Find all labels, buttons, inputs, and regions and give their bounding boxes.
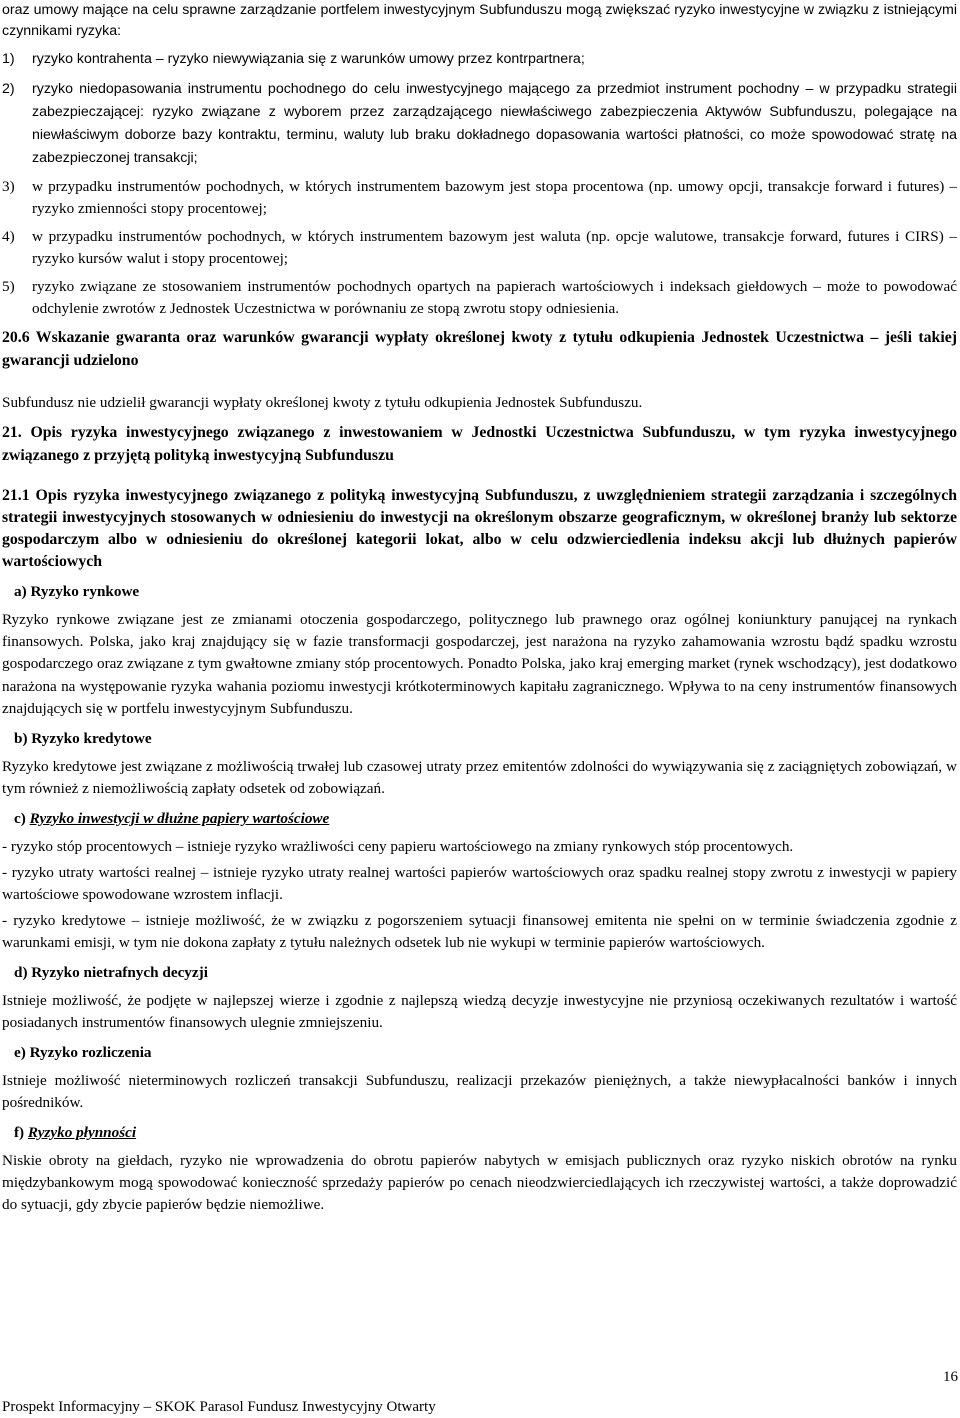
subsection-b-heading: b) Ryzyko kredytowe	[14, 730, 152, 748]
subsection-e-heading: e) Ryzyko rozliczenia	[14, 1044, 152, 1062]
section-20-6-heading: 20.6 Wskazanie gwaranta oraz warunków gwarancji wypłaty określonej kwoty z tytułu odkupienia Jednostek Uczestnictwa – jeśli takiej gwarancji udzielono	[2, 329, 957, 369]
subsection-f-label: f)	[14, 1124, 25, 1142]
subsection-e-body: Istnieje możliwość nieterminowych rozliczeń transakcji Subfunduszu, realizacji przekazów pieniężnych, a także niewypłacalności banków i innych pośredników.	[2, 1072, 957, 1112]
risk-list	[2, 48, 957, 320]
subsection-b-body: Ryzyko kredytowe jest związane z możliwością trwałej lub czasowej utraty przez emitentów zdolności do wywiązywania się z zaciągniętych zobowiązań, w tym również z niemożliwością zapłaty odsetek od zobowiązań.	[2, 758, 957, 798]
footer-title: Prospekt Informacyjny – SKOK Parasol Fundusz Inwestycyjny Otwarty	[2, 1399, 436, 1415]
subsection-c-label: c)	[14, 810, 26, 828]
list-item	[2, 226, 957, 270]
section-21-heading: 21. Opis ryzyka inwestycyjnego związanego z inwestowaniem w Jednostki Uczestnictwa Subfunduszu, w tym ryzyka inwestycyjnego związanego z przyjętą polityką inwestycyjną Subfunduszu	[2, 424, 957, 464]
subsection-c-item: - ryzyko stóp procentowych – istnieje ryzyko wrażliwości ceny papieru wartościowego na zmiany rynkowych stóp procentowych.	[2, 838, 794, 856]
list-item	[2, 176, 957, 220]
subsection-d-body: Istnieje możliwość, że podjęte w najlepszej wierze i zgodnie z najlepszą wiedzą decyzje inwestycyjne nie przyniosą oczekiwanych rezultatów i wartość posiadanych instrumentów finansowych ulegnie zmniejszeniu.	[2, 992, 957, 1032]
subsection-c-title: Ryzyko inwestycji w dłużne papiery wartościowe	[29, 810, 330, 828]
list-item	[2, 78, 957, 170]
subsection-d-heading: d) Ryzyko nietrafnych decyzji	[14, 964, 208, 982]
page-number: 16	[943, 1369, 958, 1385]
list-number: 5)	[2, 278, 15, 295]
list-text: w przypadku instrumentów pochodnych, w których instrumentem bazowym jest waluta (np. opcje walutowe, transakcje forward, futures i CIRS) – ryzyko kursów walut i stopy procentowej;	[32, 228, 957, 267]
subsection-f-title: Ryzyko płynności	[27, 1124, 137, 1142]
list-item	[2, 276, 957, 320]
list-text: ryzyko kontrahenta – ryzyko niewywiązania się z warunków umowy przez kontrpartnera;	[32, 51, 585, 67]
list-text: ryzyko niedopasowania instrumentu pochodnego do celu inwestycyjnego mającego za przedmiot instrument pochodny – w przypadku strategii zabezpieczającej: ryzyko związane z wyborem przez zarządzającego niewłaściwego zabezpieczenia Aktywów Subfunduszu, polegające na niewłaściwym doborze bazy kontraktu, terminu, waluty lub braku dokładnego dopasowania wartości płatności, co może spowodować stratę na zabezpieczonej transakcji;	[32, 81, 957, 166]
subsection-c-item: - ryzyko kredytowe – istnieje możliwość, że w związku z pogorszeniem sytuacji finansowej emitenta nie spełni on w terminie świadczenia zgodnie z warunkami emisji, w tym nie dokona zapłaty z tytułu należnych odsetek lub nie wykupi w terminie papierów wartościowych.	[2, 912, 957, 952]
section-20-6-body: Subfundusz nie udzielił gwarancji wypłaty określonej kwoty z tytułu odkupienia Jednostek Subfunduszu.	[2, 394, 643, 411]
list-number: 4)	[2, 228, 15, 245]
section-21-1-heading: 21.1 Opis ryzyka inwestycyjnego związanego z polityką inwestycyjną Subfunduszu, z uwzględnieniem strategii zarządzania i szczególnych strategii inwestycyjnych stosowanych w odniesieniu do inwestycji na określonym obszarze geograficznym, w określonej branży lub sektorze gospodarczym albo w odniesieniu do określonej kategorii lokat, albo w celu odzwierciedlenia indeksu akcji lub dłużnych papierów wartościowych	[2, 487, 957, 570]
subsection-c-item: - ryzyko utraty wartości realnej – istnieje ryzyko utraty realnej wartości papierów wartościowych oraz spadku realnej stopy zwrotu z inwestycji w papiery wartościowe spowodowane wzrostem inflacji.	[2, 864, 957, 904]
list-text: ryzyko związane ze stosowaniem instrumentów pochodnych opartych na papierach wartościowych i indeksach giełdowych – może to powodować odchylenie zwrotów z Jednostek Uczestnictwa w porównaniu ze stopą zwrotu stopy odniesienia.	[32, 278, 957, 317]
list-item	[2, 48, 957, 70]
page-content	[2, 0, 957, 1220]
subsection-c-heading	[2, 808, 957, 830]
list-number: 3)	[2, 178, 15, 195]
subsection-a-heading: a) Ryzyko rynkowe	[14, 583, 140, 600]
list-number: 1)	[2, 51, 15, 67]
subsection-f-body: Niskie obroty na giełdach, ryzyko nie wprowadzenia do obrotu papierów nabytych w emisjach publicznych oraz ryzyko niskich obrotów na rynku międzybankowym mogą spowodować konieczność sprzedaży papierów po cenach nieodzwierciedlających ich rzeczywistej wartości, a także doprowadzić do sytuacji, gdy zbycie papierów będzie niemożliwe.	[2, 1152, 957, 1214]
subsection-f-heading	[2, 1122, 957, 1144]
intro-paragraph: oraz umowy mające na celu sprawne zarządzanie portfelem inwestycyjnym Subfunduszu mogą zwiększać ryzyko inwestycyjne w związku z istniejącymi czynnikami ryzyka:	[2, 2, 957, 39]
list-number: 2)	[2, 81, 15, 97]
subsection-a-body: Ryzyko rynkowe związane jest ze zmianami otoczenia gospodarczego, politycznego lub prawnego oraz ogólnej koniunktury panującej na rynkach finansowych. Polska, jako kraj znajdujący się w fazie transformacji gospodarczej, jest narażona na ryzyko zahamowania wzrostu bądź spadku wzrostu gospodarczego oraz związane z tym gwałtowne zmiany stóp procentowych. Ponadto Polska, jako kraj emerging market (rynek wschodzący), jest dodatkowo narażona na występowanie ryzyka wahania poziomu inwestycji krótkoterminowych kapitału zagranicznego. Wpływa to na ceny instrumentów finansowych znajdujących się w portfelu inwestycyjnym Subfunduszu.	[2, 611, 957, 717]
list-text: w przypadku instrumentów pochodnych, w których instrumentem bazowym jest stopa procentowa (np. umowy opcji, transakcje forward i futures) – ryzyko zmienności stopy procentowej;	[32, 178, 957, 217]
